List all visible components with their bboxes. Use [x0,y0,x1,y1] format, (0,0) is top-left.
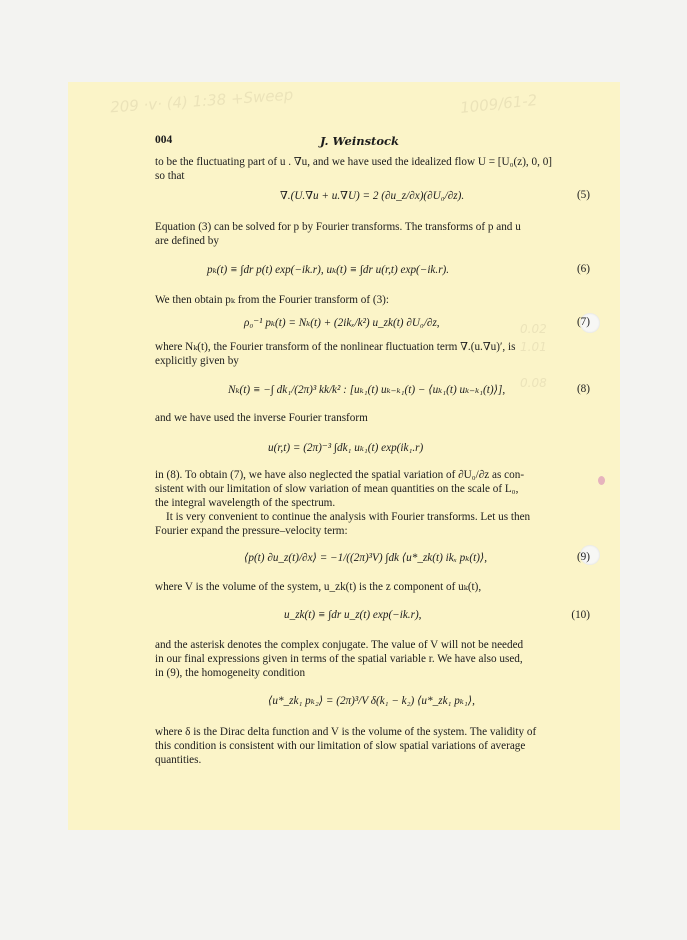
bleed-through-marks: 209 ·v· (4) 1:38 +Sweep [109,85,294,117]
body-line-16: in our final expressions given in terms of the spatial variable r. We have also used, [155,653,523,665]
body-line-6: where Nₖ(t), the Fourier transform of the nonlinear fluctuation term ∇.(u.∇u)′, is [155,341,516,353]
equation-6-number: (6) [576,263,590,275]
body-line-8: and we have used the inverse Fourier transform [155,412,368,424]
inverse-fourier-equation: u(r,t) = (2π)⁻³ ∫dk₁ uₖ₁(t) exp(ik₁.r) [268,442,424,454]
body-line-15: and the asterisk denotes the complex conjugate. The value of V will not be needed [155,639,524,651]
equation-7: ρ₀⁻¹ pₖ(t) = Nₖ(t) + (2ikₓ/k²) u_zk(t) ∂U₀/∂z, [244,317,440,329]
equation-5: ∇.(U.∇u + u.∇U) = 2 (∂u_z/∂x)(∂U₀/∂z). [280,190,465,202]
body-line-18: where δ is the Dirac delta function and V is the volume of the system. The validity of [155,726,537,738]
body-line-5: We then obtain pₖ from the Fourier transform of (3): [155,294,390,306]
equation-10: u_zk(t) ≡ ∫dr u_z(t) exp(−ik.r), [284,609,422,621]
body-line-4: are defined by [155,235,219,247]
equation-9-number: (9) [576,551,590,563]
body-line-1: to be the fluctuating part of u . ∇u, and we have used the idealized flow U = [U₀(z), 0, 0] [155,156,553,168]
body-line-9: in (8). To obtain (7), we have also neglected the spatial variation of ∂U₀/∂z as con- [155,469,525,481]
page-number: 004 [155,134,173,146]
body-line-14: where V is the volume of the system, u_zk(t) is the z component of uₖ(t), [155,581,482,593]
bleed-through-marks-3: 0.02 1.01 0.08 [520,322,547,390]
body-line-17: in (9), the homogeneity condition [155,667,306,679]
equation-8: Nₖ(t) ≡ −∫ dk₁/(2π)³ kk/k² : [uₖ₁(t) uₖ₋ₖ₁(t) − ⟨uₖ₁(t) uₖ₋ₖ₁(t)⟩], [228,384,506,396]
body-line-7: explicitly given by [155,355,239,367]
bleed-through-marks-2: 1009/61-2 [459,91,539,117]
body-line-2: so that [155,170,185,182]
body-line-11: the integral wavelength of the spectrum. [155,497,336,509]
equation-5-number: (5) [576,189,590,201]
body-line-20: quantities. [155,754,202,766]
pink-mark [598,476,605,485]
equation-8-number: (8) [576,383,590,395]
body-line-3: Equation (3) can be solved for p by Fourier transforms. The transforms of p and u [155,221,521,233]
body-line-10: sistent with our limitation of slow variation of mean quantities on the scale of L₀, [155,483,519,495]
equation-6: pₖ(t) ≡ ∫dr p(t) exp(−ik.r), uₖ(t) ≡ ∫dr u(r,t) exp(−ik.r). [207,264,450,276]
equation-10-number: (10) [571,609,590,621]
running-author: J. Weinstock [320,134,400,148]
equation-9: ⟨p(t) ∂u_z(t)/∂x⟩ = −1/((2π)³V) ∫dk ⟨u*_zk(t) ikₓ pₖ(t)⟩, [244,552,488,564]
body-line-19: this condition is consistent with our limitation of slow spatial variations of average [155,740,526,752]
equation-7-number: (7) [576,316,590,328]
homogeneity-condition: ⟨u*_zk₁ pₖ₂⟩ = (2π)³/V δ(k₁ − k₂) ⟨u*_zk₁ pₖ₁⟩, [268,695,475,707]
body-line-12: It is very convenient to continue the analysis with Fourier transforms. Let us then [166,511,531,523]
body-line-13: Fourier expand the pressure–velocity term: [155,525,348,537]
